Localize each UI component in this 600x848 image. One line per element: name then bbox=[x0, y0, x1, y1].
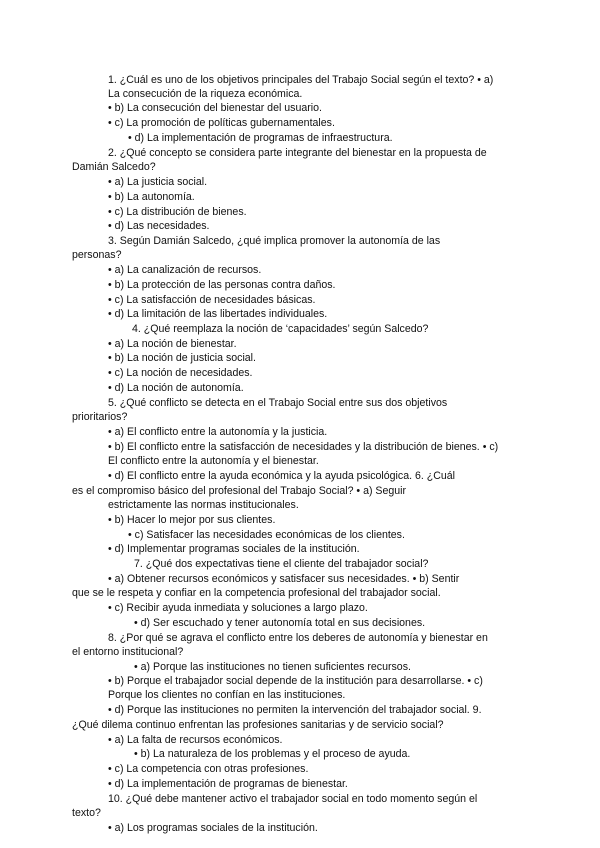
text-line: • a) Los programas sociales de la institución. bbox=[108, 822, 318, 834]
text-line: texto? bbox=[72, 807, 101, 819]
text-line: • c) La noción de necesidades. bbox=[108, 367, 253, 379]
text-line: • d) Implementar programas sociales de la institución. bbox=[108, 543, 360, 555]
text-line: • c) La competencia con otras profesiones. bbox=[108, 763, 309, 775]
text-line: • b) El conflicto entre la satisfacción de necesidades y la distribución de bienes. • c) bbox=[108, 441, 499, 453]
text-line: • d) Ser escuchado y tener autonomía total en sus decisiones. bbox=[134, 617, 426, 629]
text-line: • c) La promoción de políticas gubernamentales. bbox=[108, 117, 335, 129]
text-line: 5. ¿Qué conflicto se detecta en el Trabajo Social entre sus dos objetivos bbox=[108, 397, 448, 409]
text-line: es el compromiso básico del profesional del Trabajo Social? • a) Seguir bbox=[72, 485, 407, 497]
text-line: • d) La implementación de programas de bienestar. bbox=[108, 778, 348, 790]
text-line: • b) La protección de las personas contra daños. bbox=[108, 279, 336, 291]
text-line: • b) La noción de justicia social. bbox=[108, 352, 256, 364]
text-line: La consecución de la riqueza económica. bbox=[108, 88, 303, 100]
text-line: el entorno institucional? bbox=[72, 646, 184, 658]
text-line: 7. ¿Qué dos expectativas tiene el cliente del trabajador social? bbox=[134, 558, 429, 570]
text-line: Porque los clientes no confían en las instituciones. bbox=[108, 689, 346, 701]
text-line: 3. Según Damián Salcedo, ¿qué implica promover la autonomía de las bbox=[108, 235, 441, 247]
text-line: que se le respeta y confiar en la competencia profesional del trabajador social. bbox=[72, 587, 441, 599]
text-line: • a) La canalización de recursos. bbox=[108, 264, 262, 276]
text-line: • d) Porque las instituciones no permiten la intervención del trabajador social. 9. bbox=[108, 704, 482, 716]
text-line: • c) Recibir ayuda inmediata y soluciones a largo plazo. bbox=[108, 602, 368, 614]
text-line: 2. ¿Qué concepto se considera parte integrante del bienestar en la propuesta de bbox=[108, 147, 487, 159]
text-line: 8. ¿Por qué se agrava el conflicto entre los deberes de autonomía y bienestar en bbox=[108, 632, 488, 644]
text-line: • c) La distribución de bienes. bbox=[108, 206, 247, 218]
text-line: • a) El conflicto entre la autonomía y la justicia. bbox=[108, 426, 328, 438]
text-line: prioritarios? bbox=[72, 411, 128, 423]
text-line: • c) Satisfacer las necesidades económicas de los clientes. bbox=[128, 529, 405, 541]
text-line: • b) La autonomía. bbox=[108, 191, 195, 203]
text-line: • b) La naturaleza de los problemas y el proceso de ayuda. bbox=[134, 748, 411, 760]
text-line: • d) La implementación de programas de infraestructura. bbox=[128, 132, 393, 144]
text-line: 10. ¿Qué debe mantener activo el trabajador social en todo momento según el bbox=[108, 793, 478, 805]
text-line: • b) Porque el trabajador social depende de la institución para desarrollarse. • c) bbox=[108, 675, 483, 687]
text-line: • c) La satisfacción de necesidades básicas. bbox=[108, 294, 316, 306]
text-line: 4. ¿Qué reemplaza la noción de ‘capacidades’ según Salcedo? bbox=[132, 323, 429, 335]
text-line: • a) La falta de recursos económicos. bbox=[108, 734, 283, 746]
text-line: El conflicto entre la autonomía y el bienestar. bbox=[108, 455, 319, 467]
text-line: 1. ¿Cuál es uno de los objetivos principales del Trabajo Social según el texto? • a) bbox=[108, 74, 494, 86]
text-line: • a) La noción de bienestar. bbox=[108, 338, 237, 350]
text-line: • d) Las necesidades. bbox=[108, 220, 210, 232]
text-line: estrictamente las normas institucionales. bbox=[108, 499, 299, 511]
text-line: • b) Hacer lo mejor por sus clientes. bbox=[108, 514, 276, 526]
text-line: personas? bbox=[72, 249, 122, 261]
text-line: Damián Salcedo? bbox=[72, 161, 156, 173]
text-line: • a) Porque las instituciones no tienen suficientes recursos. bbox=[134, 661, 411, 673]
text-line: • d) La noción de autonomía. bbox=[108, 382, 244, 394]
text-line: • d) La limitación de las libertades individuales. bbox=[108, 308, 328, 320]
text-line: • b) La consecución del bienestar del usuario. bbox=[108, 102, 322, 114]
text-line: ¿Qué dilema continuo enfrentan las profesiones sanitarias y de servicio social? bbox=[72, 719, 444, 731]
text-line: • a) La justicia social. bbox=[108, 176, 208, 188]
text-line: • a) Obtener recursos económicos y satisfacer sus necesidades. • b) Sentir bbox=[108, 573, 460, 585]
text-line: • d) El conflicto entre la ayuda económica y la ayuda psicológica. 6. ¿Cuál bbox=[108, 470, 456, 482]
